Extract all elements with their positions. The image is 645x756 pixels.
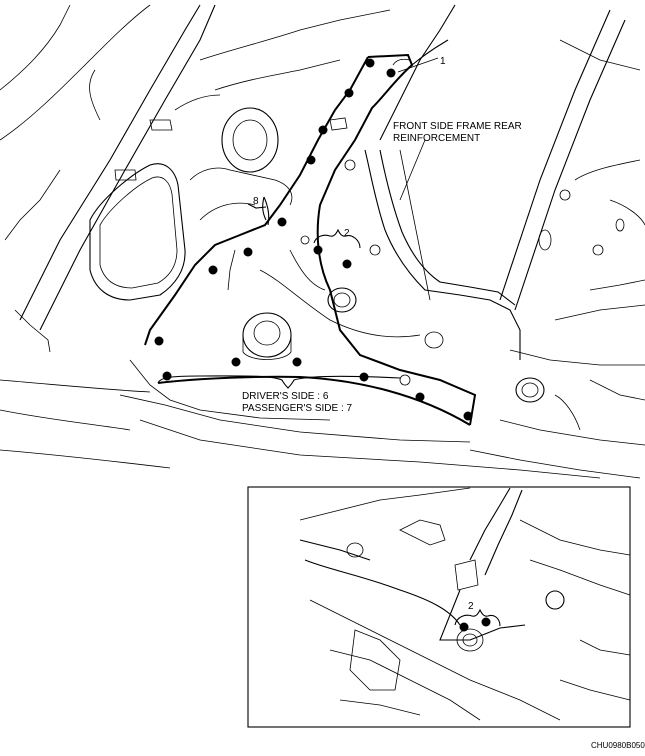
spot-point [155,337,164,346]
spot-point [278,218,287,227]
figure-code: CHU0980B050 [591,741,645,750]
spot-point [314,246,323,255]
spot-point [209,266,218,275]
spot-point [345,89,354,98]
callout-8: 8 [253,196,259,207]
spot-point [343,260,352,269]
inset-view [248,487,630,727]
spot-point [232,358,241,367]
callout-1: 1 [440,56,446,67]
drivers-side-label: DRIVER'S SIDE : 6 [242,391,329,402]
spot-point [416,393,425,402]
spot-point [360,373,369,382]
spot-point [163,372,172,381]
brace-2 [314,230,360,248]
callout-2: 2 [344,228,350,239]
spot-point [464,412,473,421]
inset-callout-2: 2 [468,601,474,612]
passengers-side-label: PASSENGER'S SIDE : 7 [242,403,353,414]
spot-point [366,59,375,68]
spot-point [319,126,328,135]
spot-point [293,358,302,367]
spot-point [460,623,469,632]
front-side-frame-label-line2: REINFORCEMENT [393,133,481,144]
spot-point [244,248,253,257]
spot-points [155,59,473,421]
front-side-frame-label-line1: FRONT SIDE FRAME REAR [393,121,522,132]
reinforcement-outline [145,40,475,425]
spot-point [307,156,316,165]
spot-point [387,69,396,78]
spot-point [482,618,491,627]
